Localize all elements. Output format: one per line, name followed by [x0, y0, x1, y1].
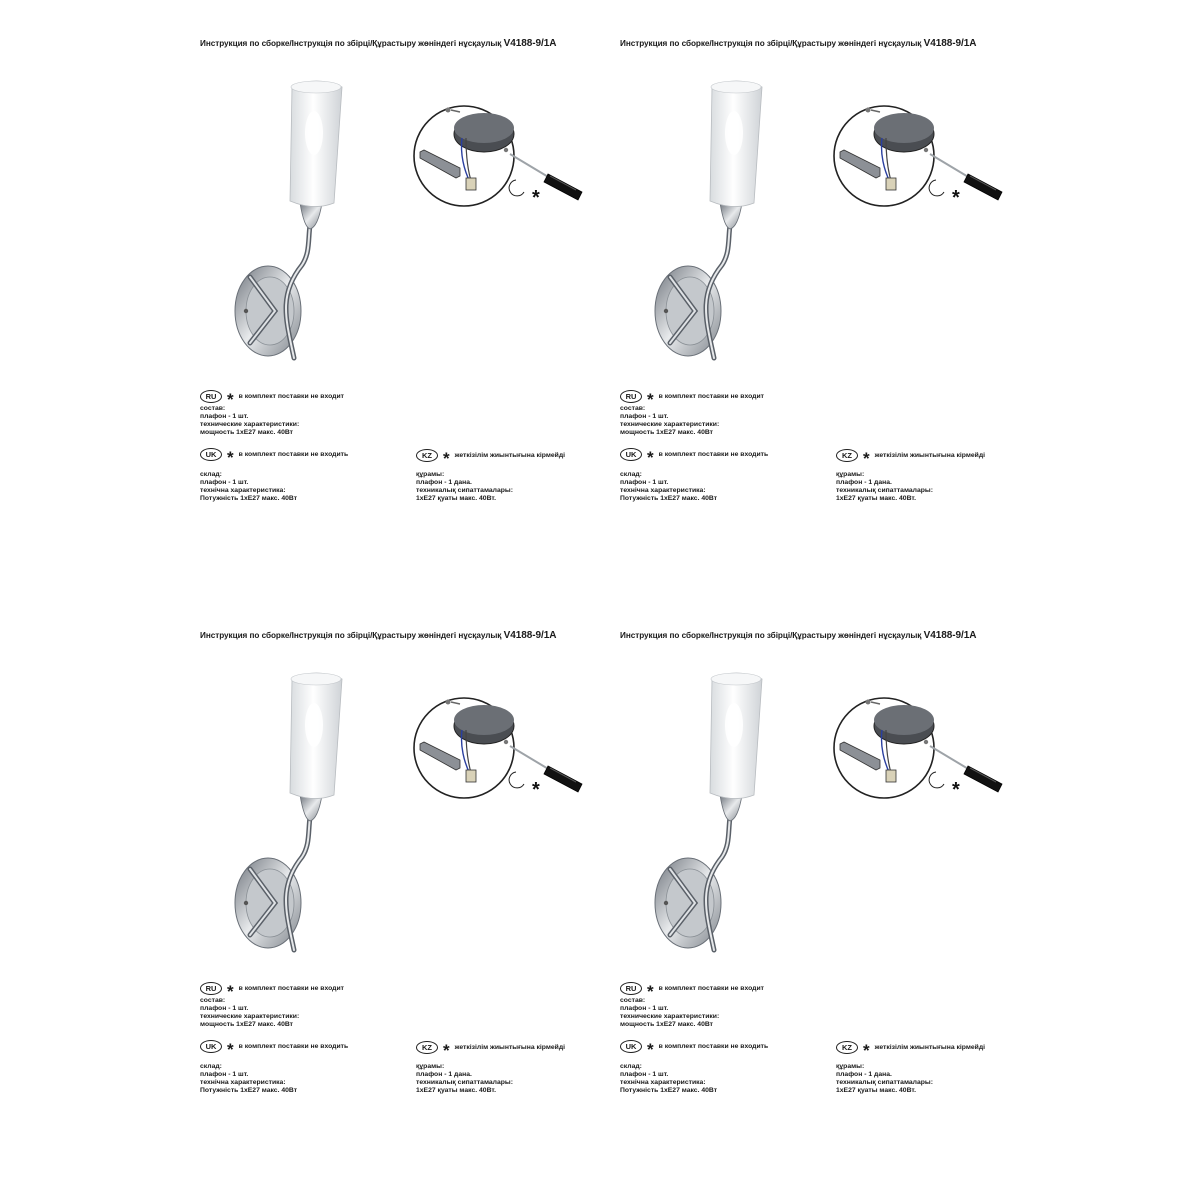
mounting-detail-illustration [412, 684, 587, 812]
kz-not-included-note: жеткізілім жиынтығына кірмейді [874, 1044, 986, 1051]
wall-lamp-illustration [230, 667, 360, 962]
uk-specifications [200, 1063, 297, 1095]
svg-text:*: * [532, 779, 540, 801]
svg-text:*: * [952, 187, 960, 209]
svg-text:*: * [952, 779, 960, 801]
instruction-sheet [610, 612, 1030, 1172]
kz-note-row [416, 1040, 566, 1060]
kz-language-badge: KZ [416, 1041, 438, 1054]
uk-spec-line: Потужність 1хЕ27 макс. 40Вт [200, 495, 298, 502]
model-number: V4188-9/1A [923, 38, 977, 49]
asterisk-icon: * [443, 1040, 450, 1060]
ru-spec-line: состав: [200, 405, 226, 412]
asterisk-icon: * [647, 981, 654, 1001]
mounting-detail-illustration [832, 92, 1007, 220]
uk-spec-line: плафон - 1 шт. [620, 1071, 669, 1078]
model-number: V4188-9/1A [923, 630, 977, 641]
title-text: Инструкция по сборке/Інструкція по збірці/Құрастыру жөніндегі нұсқаулық [200, 631, 502, 640]
asterisk-icon: * [647, 447, 654, 467]
screwdriver-icon [510, 746, 582, 792]
uk-spec-line: склад: [200, 1063, 222, 1070]
asterisk-icon: * [647, 389, 654, 409]
kz-spec-line: плафон - 1 дана. [416, 479, 472, 486]
title-text: Инструкция по сборке/Інструкція по збірці/Құрастыру жөніндегі нұсқаулық [200, 39, 502, 48]
ru-spec-line: состав: [620, 997, 646, 1004]
asterisk-icon: * [227, 1039, 234, 1059]
kz-spec-line: техникалық сипаттамалары: [416, 1079, 513, 1086]
kz-spec-line: 1хЕ27 қуаты макс. 40Вт. [836, 495, 917, 502]
wall-lamp-illustration [650, 667, 780, 962]
ru-spec-line: технические характеристики: [620, 1013, 720, 1020]
kz-language-badge: KZ [836, 1041, 858, 1054]
instruction-sheet [190, 20, 610, 580]
asterisk-icon: * [443, 448, 450, 468]
uk-spec-line: плафон - 1 шт. [620, 479, 669, 486]
uk-not-included-note: в комплект поставки не входить [658, 1043, 769, 1050]
uk-spec-line: Потужність 1хЕ27 макс. 40Вт [620, 495, 718, 502]
kz-spec-line: техникалық сипаттамалары: [836, 1079, 933, 1086]
asterisk-icon: * [863, 448, 870, 468]
kz-note-row [836, 1040, 986, 1060]
uk-spec-line: плафон - 1 шт. [200, 479, 249, 486]
kz-note-row [416, 448, 566, 468]
kz-specifications [836, 1063, 933, 1095]
kz-specifications [416, 471, 513, 503]
kz-specifications [416, 1063, 513, 1095]
ru-specifications [200, 405, 299, 437]
kz-spec-line: плафон - 1 дана. [836, 1071, 892, 1078]
ru-spec-line: мощность 1хЕ27 макс. 40Вт [620, 429, 714, 436]
ru-spec-line: плафон - 1 шт. [200, 413, 249, 420]
wall-lamp-illustration [230, 75, 360, 370]
kz-spec-line: 1хЕ27 қуаты макс. 40Вт. [836, 1087, 917, 1094]
instruction-title [200, 38, 556, 49]
uk-spec-line: склад: [620, 1063, 642, 1070]
uk-spec-line: плафон - 1 шт. [200, 1071, 249, 1078]
ru-spec-line: плафон - 1 шт. [200, 1005, 249, 1012]
uk-note-row [200, 1039, 349, 1059]
ru-not-included-note: в комплект поставки не входит [658, 393, 764, 400]
mounting-detail-illustration [832, 684, 1007, 812]
uk-spec-line: Потужність 1хЕ27 макс. 40Вт [200, 1087, 298, 1094]
model-number: V4188-9/1A [503, 630, 557, 641]
kz-not-included-note: жеткізілім жиынтығына кірмейді [454, 1044, 566, 1051]
asterisk-icon: * [647, 1039, 654, 1059]
uk-language-badge: UK [200, 1040, 222, 1053]
ru-not-included-note: в комплект поставки не входит [238, 393, 344, 400]
instruction-title [620, 38, 976, 49]
ru-spec-line: технические характеристики: [620, 421, 720, 428]
screwdriver-icon [930, 746, 1002, 792]
kz-spec-line: техникалық сипаттамалары: [836, 487, 933, 494]
ru-language-badge: RU [620, 390, 642, 403]
wall-lamp-illustration [650, 75, 780, 370]
uk-spec-line: технічна характеристика: [620, 487, 706, 494]
ru-spec-line: плафон - 1 шт. [620, 413, 669, 420]
asterisk-icon: * [227, 389, 234, 409]
ru-specifications [200, 997, 299, 1029]
uk-spec-line: технічна характеристика: [200, 1079, 286, 1086]
title-text: Инструкция по сборке/Інструкція по збірці/Құрастыру жөніндегі нұсқаулық [620, 631, 922, 640]
uk-note-row [620, 1039, 769, 1059]
uk-language-badge: UK [620, 448, 642, 461]
ru-spec-line: плафон - 1 шт. [620, 1005, 669, 1012]
kz-language-badge: KZ [416, 449, 438, 462]
ru-language-badge: RU [620, 982, 642, 995]
uk-note-row [200, 447, 349, 467]
kz-not-included-note: жеткізілім жиынтығына кірмейді [454, 452, 566, 459]
uk-spec-line: склад: [200, 471, 222, 478]
ru-spec-line: состав: [200, 997, 226, 1004]
ru-language-badge: RU [200, 982, 222, 995]
ru-spec-line: мощность 1хЕ27 макс. 40Вт [200, 429, 294, 436]
uk-specifications [200, 471, 297, 503]
kz-spec-line: құрамы: [836, 471, 865, 478]
kz-specifications [836, 471, 933, 503]
kz-spec-line: құрамы: [416, 471, 445, 478]
ru-spec-line: технические характеристики: [200, 1013, 300, 1020]
uk-spec-line: технічна характеристика: [200, 487, 286, 494]
instruction-title [200, 630, 556, 641]
uk-not-included-note: в комплект поставки не входить [238, 1043, 349, 1050]
uk-language-badge: UK [200, 448, 222, 461]
uk-spec-line: технічна характеристика: [620, 1079, 706, 1086]
svg-text:*: * [532, 187, 540, 209]
screwdriver-icon [510, 154, 582, 200]
screwdriver-icon [930, 154, 1002, 200]
kz-spec-line: құрамы: [416, 1063, 445, 1070]
uk-language-badge: UK [620, 1040, 642, 1053]
uk-spec-line: Потужність 1хЕ27 макс. 40Вт [620, 1087, 718, 1094]
kz-spec-line: плафон - 1 дана. [836, 479, 892, 486]
ru-not-included-note: в комплект поставки не входит [238, 985, 344, 992]
mounting-detail-illustration [412, 92, 587, 220]
asterisk-icon: * [227, 447, 234, 467]
kz-spec-line: техникалық сипаттамалары: [416, 487, 513, 494]
ru-spec-line: мощность 1хЕ27 макс. 40Вт [200, 1021, 294, 1028]
instruction-sheet [610, 20, 1030, 580]
model-number: V4188-9/1A [503, 38, 557, 49]
kz-not-included-note: жеткізілім жиынтығына кірмейді [874, 452, 986, 459]
kz-note-row [836, 448, 986, 468]
kz-language-badge: KZ [836, 449, 858, 462]
uk-not-included-note: в комплект поставки не входить [658, 451, 769, 458]
instruction-title [620, 630, 976, 641]
asterisk-icon: * [863, 1040, 870, 1060]
instruction-sheet [190, 612, 610, 1172]
title-text: Инструкция по сборке/Інструкція по збірці/Құрастыру жөніндегі нұсқаулық [620, 39, 922, 48]
asterisk-icon: * [227, 981, 234, 1001]
ru-spec-line: состав: [620, 405, 646, 412]
uk-spec-line: склад: [620, 471, 642, 478]
ru-specifications [620, 997, 719, 1029]
kz-spec-line: плафон - 1 дана. [416, 1071, 472, 1078]
kz-spec-line: 1хЕ27 қуаты макс. 40Вт. [416, 1087, 497, 1094]
uk-specifications [620, 471, 717, 503]
ru-spec-line: мощность 1хЕ27 макс. 40Вт [620, 1021, 714, 1028]
kz-spec-line: құрамы: [836, 1063, 865, 1070]
ru-language-badge: RU [200, 390, 222, 403]
uk-specifications [620, 1063, 717, 1095]
ru-not-included-note: в комплект поставки не входит [658, 985, 764, 992]
ru-spec-line: технические характеристики: [200, 421, 300, 428]
ru-specifications [620, 405, 719, 437]
uk-not-included-note: в комплект поставки не входить [238, 451, 349, 458]
kz-spec-line: 1хЕ27 қуаты макс. 40Вт. [416, 495, 497, 502]
uk-note-row [620, 447, 769, 467]
